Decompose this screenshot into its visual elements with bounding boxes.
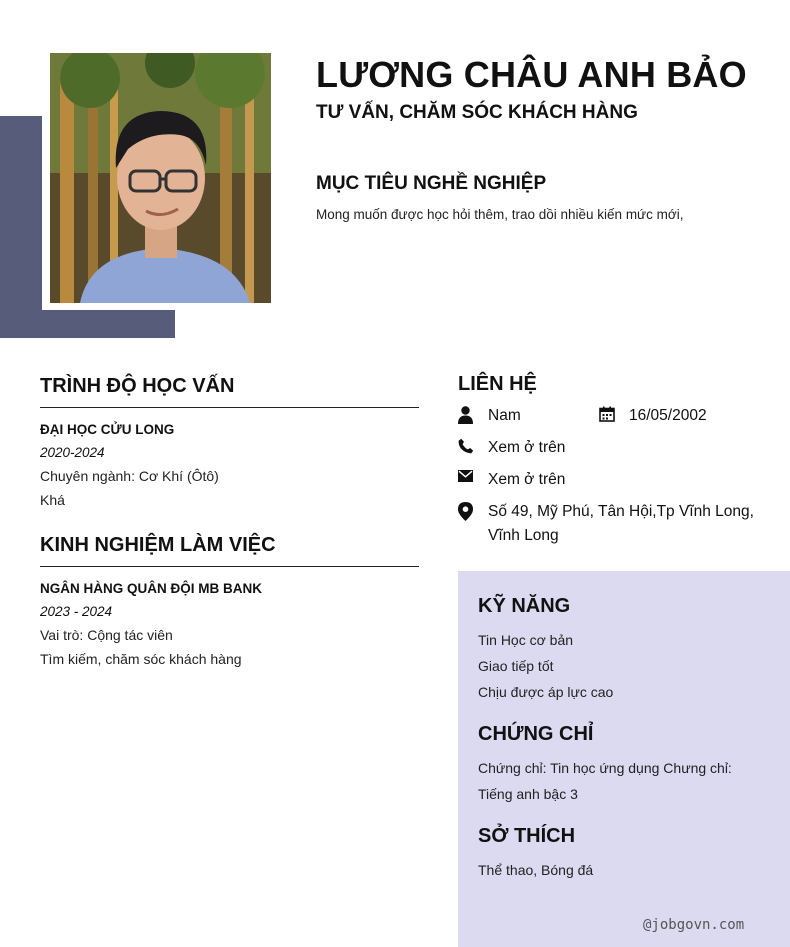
experience-description: Tìm kiếm, chăm sóc khách hàng <box>40 651 242 667</box>
candidate-name: LƯƠNG CHÂU ANH BẢO <box>316 54 747 95</box>
school-name: ĐẠI HỌC CỬU LONG <box>40 422 175 437</box>
job-title: TƯ VẤN, CHĂM SÓC KHÁCH HÀNG <box>316 102 638 123</box>
gender-value: Nam <box>488 407 521 424</box>
company-name: NGÂN HÀNG QUÂN ĐỘI MB BANK <box>40 581 262 596</box>
watermark: @jobgovn.com <box>643 917 745 933</box>
experience-divider <box>40 566 419 567</box>
birthdate-row <box>599 404 707 428</box>
education-major: Chuyên ngành: Cơ Khí (Ôtô) <box>40 468 219 484</box>
skill-item: Chịu được áp lực cao <box>478 684 614 700</box>
email-row <box>458 468 565 492</box>
address-row <box>458 500 778 548</box>
objective-text: Mong muốn được học hỏi thêm, trao dồi nhiều kiến mức mới, <box>316 207 684 222</box>
contact-heading: LIÊN HỆ <box>458 373 537 395</box>
phone-value: Xem ở trên <box>488 439 566 456</box>
phone-icon <box>458 436 488 454</box>
hobbies-heading: SỞ THÍCH <box>478 825 576 847</box>
certificates-heading: CHỨNG CHỈ <box>478 723 594 745</box>
side-panel <box>458 571 790 947</box>
certificate-line: Chứng chỉ: Tin học ứng dụng Chưng chỉ: <box>478 760 732 776</box>
gender-row <box>458 404 521 428</box>
objective-heading: MỤC TIÊU NGHỀ NGHIỆP <box>316 173 547 194</box>
skills-section <box>478 595 613 705</box>
location-pin-icon <box>458 500 488 521</box>
accent-block-bottom <box>0 310 175 338</box>
certificate-line: Tiếng anh bậc 3 <box>478 786 578 802</box>
certificates-section <box>478 723 732 807</box>
phone-row <box>458 436 565 460</box>
skills-heading: KỸ NĂNG <box>478 595 571 617</box>
profile-photo <box>50 53 271 303</box>
person-icon <box>458 404 488 424</box>
education-heading: TRÌNH ĐỘ HỌC VẤN <box>40 375 235 397</box>
email-value: Xem ở trên <box>488 471 566 488</box>
experience-role: Vai trò: Cộng tác viên <box>40 627 173 643</box>
education-period: 2020-2024 <box>40 445 105 460</box>
mail-icon <box>458 468 488 482</box>
address-value: Số 49, Mỹ Phú, Tân Hội,Tp Vĩnh Long, Vĩnh Long <box>488 503 754 544</box>
calendar-icon <box>599 404 629 422</box>
contact-section <box>458 373 778 544</box>
accent-block-left <box>0 116 42 338</box>
skill-item: Tin Học cơ bản <box>478 632 574 648</box>
experience-section <box>40 534 419 667</box>
education-section <box>40 375 419 508</box>
hobbies-section <box>478 825 593 883</box>
education-grade: Khá <box>40 492 65 508</box>
skill-item: Giao tiếp tốt <box>478 658 554 674</box>
experience-heading: KINH NGHIỆM LÀM VIỆC <box>40 534 276 556</box>
education-divider <box>40 407 419 408</box>
birthdate-value: 16/05/2002 <box>629 407 707 424</box>
hobbies-text: Thể thao, Bóng đá <box>478 862 594 878</box>
experience-period: 2023 - 2024 <box>40 604 113 619</box>
